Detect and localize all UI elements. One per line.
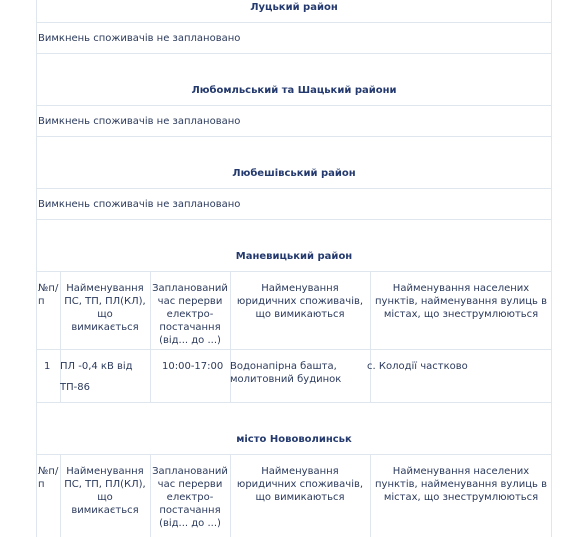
- row-settlements: с. Колодії частково: [367, 361, 468, 372]
- divider: [36, 22, 552, 23]
- column-divider: [370, 455, 371, 537]
- column-divider: [150, 455, 151, 537]
- divider: [36, 188, 552, 189]
- section-note-lutsk: Вимкнень споживачів не заплановано: [38, 33, 241, 44]
- header-settlements: Найменування населених пунктів, найменування вулиць в містах, що знеструмлюються: [375, 466, 547, 503]
- section-title-lutsk: Луцький район: [250, 2, 338, 13]
- divider: [36, 53, 552, 54]
- header-num: №п/п: [38, 466, 59, 490]
- outage-table-novovolynsk: [36, 455, 552, 537]
- header-num: №п/п: [38, 283, 59, 307]
- header-object: Найменування ПС, ТП, ПЛ(КЛ), що вимикається: [64, 466, 146, 516]
- header-settlements: Найменування населених пунктів, найменування вулиць в містах, що знеструмлюються: [375, 283, 547, 320]
- section-title-lyubeshiv: Любешівський район: [232, 168, 356, 179]
- row-time: 10:00-17:00: [162, 361, 224, 372]
- row-divider: [36, 349, 552, 350]
- divider: [36, 402, 552, 403]
- divider: [36, 219, 552, 220]
- row-object-line2: ТП-86: [60, 382, 90, 393]
- section-note-lyuboml-shatsk: Вимкнень споживачів не заплановано: [38, 116, 241, 127]
- divider: [36, 136, 552, 137]
- outage-table-manevychi: [36, 272, 552, 402]
- header-time: Запланований час перерви електро-постачання (від... до ...): [152, 283, 228, 346]
- divider: [36, 105, 552, 106]
- section-title-manevychi: Маневицький район: [235, 251, 353, 262]
- section-title-lyuboml-shatsk: Любомльський та Шацький райони: [191, 85, 397, 96]
- column-divider: [370, 272, 371, 402]
- column-divider: [60, 455, 61, 537]
- row-legal: Водонапірна башта, молитовний будинок: [230, 361, 342, 385]
- column-divider: [150, 272, 151, 402]
- header-object: Найменування ПС, ТП, ПЛ(КЛ), що вимикається: [64, 283, 146, 333]
- row-object-line1: ПЛ -0,4 кВ від: [60, 361, 133, 372]
- section-note-lyubeshiv: Вимкнень споживачів не заплановано: [38, 199, 241, 210]
- header-time: Запланований час перерви електро-постачання (від... до ...): [152, 466, 228, 529]
- row-num: 1: [44, 361, 51, 372]
- column-divider: [230, 455, 231, 537]
- header-legal: Найменування юридичних споживачів, що вимикаються: [236, 283, 364, 320]
- section-title-novovolynsk: місто Нововолинськ: [236, 434, 352, 445]
- header-legal: Найменування юридичних споживачів, що вимикаються: [236, 466, 364, 503]
